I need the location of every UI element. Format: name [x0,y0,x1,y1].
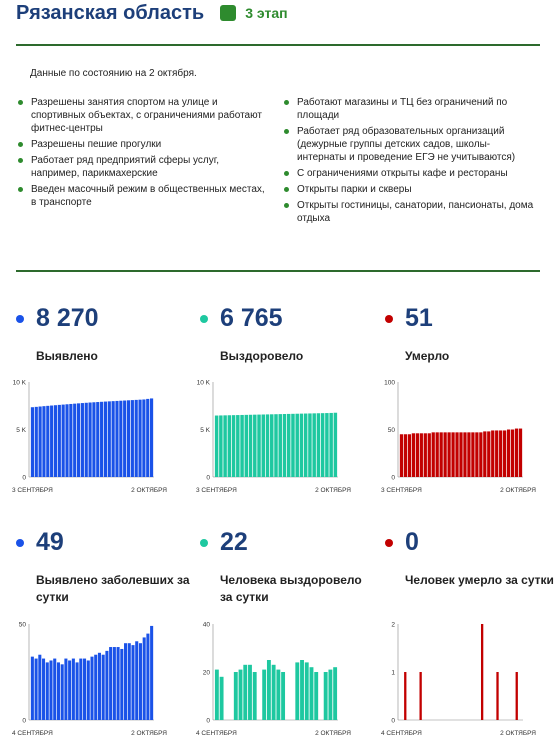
chart-bar [120,649,123,720]
chart-bar [127,400,130,477]
chart-bar [119,401,122,477]
chart-bar [240,415,243,477]
date-note: Данные по состоянию на 2 октября. [30,68,197,79]
chart-bar [53,659,56,720]
stat-label: Выявлено заболевших за сутки [36,573,190,604]
chart-bar [72,659,75,720]
chart-bar [281,672,285,720]
chart-bar [85,403,88,477]
bullet-icon [284,100,289,105]
chart-bar [249,415,252,477]
stat-label: Выздоровело [220,349,304,363]
chart-bar [404,672,406,720]
chart-bar [291,414,294,477]
y-tick-label: 50 [18,621,26,629]
chart-bar [325,413,328,477]
measure-item: Введен масочный режим в общественных местах, в транспорте [18,183,266,209]
x-end-label: 2 ОКТЯБРЯ [131,487,167,494]
chart-bar [428,433,431,477]
measure-item: Разрешены занятия спортом на улице и спортивных объектах, с ограничениями работают фитнес-центры [18,96,266,135]
x-start-label: 4 СЕНТЯБРЯ [196,730,237,737]
chart-bar [262,414,265,477]
chart-bar [300,414,303,477]
chart-bar [39,407,42,477]
chart-bar [276,670,280,720]
chart-bar [77,403,80,477]
chart-bar [471,432,474,477]
y-tick-label: 10 K [196,379,210,387]
bullet-icon [18,142,23,147]
chart-bar [61,664,64,720]
chart-bar [35,659,38,720]
x-start-label: 4 СЕНТЯБРЯ [381,730,422,737]
chart-bar [432,432,435,477]
divider-middle [16,270,540,272]
y-tick-label: 100 [384,379,395,387]
chart-bar [487,431,490,477]
chart-bar [124,643,127,720]
chart-bar [228,415,231,477]
chart-bar [142,399,145,477]
chart-bar [143,637,146,720]
chart-bar [35,407,38,477]
chart-bar [57,662,60,720]
chart-bar [54,405,57,477]
stat-value: 49 [36,528,64,556]
chart-bar [131,645,134,720]
chart-detected-daily [12,524,191,754]
bullet-icon [18,100,23,105]
divider-top [16,44,540,46]
chart-bar [46,662,49,720]
measure-item: Разрешены пешие прогулки [18,138,266,151]
y-tick-label: 0 [22,717,26,725]
chart-bar [300,660,304,720]
chart-bar [475,432,478,477]
x-end-label: 2 ОКТЯБРЯ [500,487,536,494]
stat-deaths-total [381,300,554,530]
chart-bar [507,430,510,478]
stat-detected-total [12,300,191,530]
chart-bar [257,415,260,477]
stat-label: Умерло [405,349,450,363]
chart-bar [328,670,332,720]
measure-item: Работает ряд образовательных организаций (дежурные группы детских садов, школы-интернаты и проведение ЕГЭ не учитываются) [284,125,534,164]
chart-bar [102,655,105,720]
y-tick-label: 40 [202,621,210,629]
chart-bar [274,414,277,477]
chart-bar [308,413,311,477]
y-tick-label: 0 [391,717,395,725]
x-end-label: 2 ОКТЯБРЯ [315,487,351,494]
x-start-label: 3 СЕНТЯБРЯ [12,487,53,494]
stat-value: 8 270 [36,304,99,332]
chart-bar [38,655,41,720]
chart-bar [283,414,286,477]
chart-bar [495,430,498,477]
chart-bar [334,413,337,477]
measure-item: С ограничениями открыты кафе и рестораны [284,167,534,180]
chart-recovered-total [196,300,375,530]
chart-bar [105,651,108,720]
chart-bar [408,434,411,477]
bullet-icon [284,129,289,134]
measures-list-left [18,96,266,212]
chart-bar [287,414,290,477]
chart-bar [404,434,407,477]
chart-bar [79,659,82,720]
chart-bar [515,429,518,477]
chart-bar [58,405,61,477]
stat-label: Человека выздоровело за сутки [220,573,362,604]
chart-bar [236,415,239,477]
chart-bar [76,662,79,720]
chart-bar [109,647,112,720]
chart-bar [424,433,427,477]
chart-bar [87,660,90,720]
chart-bar [81,403,84,477]
chart-bar [266,414,269,477]
chart-bar [262,670,266,720]
chart-bar [444,432,447,477]
y-tick-label: 20 [202,669,210,677]
chart-bar [100,402,103,477]
chart-bar [42,406,45,477]
header [16,0,288,26]
stat-value: 6 765 [220,304,283,332]
chart-bar [295,662,299,720]
chart-bar [220,677,224,720]
chart-bar [65,404,68,477]
chart-bar [123,401,126,477]
stat-value: 51 [405,304,433,332]
y-tick-label: 1 [391,669,395,677]
chart-bar [267,660,271,720]
chart-bar [455,432,458,477]
chart-bar [31,407,34,477]
y-tick-label: 5 K [16,427,26,434]
chart-bar [245,415,248,477]
chart-bar [416,433,419,477]
x-end-label: 2 ОКТЯБРЯ [500,730,536,737]
chart-bar [83,659,86,720]
y-tick-label: 0 [206,717,210,725]
chart-bar [481,624,483,720]
y-tick-label: 0 [22,474,26,482]
chart-bar [223,415,226,477]
measure-item: Работают магазины и ТЦ без ограничений по площади [284,96,534,122]
chart-bar [304,414,307,477]
chart-bar [479,432,482,477]
chart-bar [295,414,298,477]
chart-bar [412,433,415,477]
chart-bar [50,406,53,477]
chart-bar [305,662,309,720]
chart-bar [73,404,76,477]
stage-square-icon [220,5,236,21]
chart-bar [62,405,65,477]
stat-value: 0 [405,528,419,556]
chart-bar [234,672,238,720]
measure-item: Открыты гостиницы, санатории, пансионаты, дома отдыха [284,199,534,225]
chart-bar [108,401,111,477]
chart-bar [146,399,149,477]
bullet-icon [284,171,289,176]
stage-label: 3 этап [245,5,288,21]
chart-bar [232,415,235,477]
y-tick-label: 10 K [12,379,26,387]
chart-bar [49,660,52,720]
stat-value: 22 [220,528,248,556]
chart-bar [90,657,93,720]
chart-bar [139,643,142,720]
chart-bar [146,634,149,720]
stat-label: Выявлено [36,349,98,363]
chart-bar [440,432,443,477]
bullet-icon [18,158,23,163]
chart-bar [135,641,138,720]
chart-bar [69,404,72,477]
measure-item: Работает ряд предприятий сферы услуг, например, парикмахерские [18,154,266,180]
chart-bar [243,665,247,720]
chart-bar [419,672,421,720]
y-tick-label: 5 K [200,427,210,434]
chart-bar [138,400,141,477]
chart-bar [68,660,71,720]
y-tick-label: 2 [391,621,395,629]
chart-bar [324,672,328,720]
chart-bar [447,432,450,477]
chart-bar [329,413,332,477]
chart-recovered-daily [196,524,375,754]
chart-bar [491,430,494,477]
bullet-icon [18,187,23,192]
chart-bar [150,626,153,720]
chart-bar [467,432,470,477]
chart-bar [219,415,222,477]
chart-bar [64,659,67,720]
chart-bar [98,653,101,720]
chart-bar [511,430,514,478]
chart-bar [314,672,318,720]
bullet-icon [284,187,289,192]
chart-bar [499,430,502,477]
chart-bar [94,655,97,720]
y-tick-label: 0 [206,474,210,482]
chart-bar [42,659,45,720]
chart-bar [253,672,257,720]
x-start-label: 3 СЕНТЯБРЯ [381,487,422,494]
chart-bar [104,402,107,477]
chart-bar [239,670,243,720]
y-tick-label: 0 [391,474,395,482]
chart-bar [310,667,314,720]
chart-detected-total [12,300,191,530]
chart-bar [451,432,454,477]
chart-bar [215,670,219,720]
bullet-icon [284,203,289,208]
chart-bar [270,414,273,477]
chart-bar [113,647,116,720]
chart-bar [131,400,134,477]
chart-bar [89,403,92,477]
chart-bar [503,430,506,477]
chart-bar [279,414,282,477]
chart-bar [31,657,34,720]
chart-deaths-total [381,300,554,530]
chart-bar [92,402,95,477]
chart-bar [516,672,518,720]
chart-bar [253,415,256,477]
chart-bar [112,401,115,477]
chart-bar [436,432,439,477]
chart-bar [215,416,218,477]
chart-bar [248,665,252,720]
stat-detected-daily [12,524,191,754]
chart-bar [333,667,337,720]
chart-bar [463,432,466,477]
chart-bar [128,643,131,720]
region-title: Рязанская область [16,1,205,24]
y-tick-label: 50 [387,427,395,434]
chart-bar [400,434,403,477]
chart-bar [312,413,315,477]
measures-list-right [284,96,534,228]
stat-label: Человек умерло за сутки [405,573,554,587]
chart-bar [150,398,153,477]
chart-bar [519,429,522,477]
chart-bar [459,432,462,477]
x-start-label: 4 СЕНТЯБРЯ [12,730,53,737]
stat-recovered-total [196,300,375,530]
x-end-label: 2 ОКТЯБРЯ [131,730,167,737]
chart-bar [115,401,118,477]
chart-bar [135,400,138,477]
chart-deaths-daily [381,524,554,754]
stat-deaths-daily [381,524,554,754]
chart-bar [317,413,320,477]
chart-bar [496,672,498,720]
chart-bar [483,431,486,477]
x-end-label: 2 ОКТЯБРЯ [315,730,351,737]
chart-bar [420,433,423,477]
chart-bar [321,413,324,477]
chart-bar [117,647,120,720]
chart-bar [272,665,276,720]
stat-recovered-daily [196,524,375,754]
measure-item: Открыты парки и скверы [284,183,534,196]
x-start-label: 3 СЕНТЯБРЯ [196,487,237,494]
chart-bar [96,402,99,477]
stage-badge [220,5,287,21]
chart-bar [46,406,49,477]
